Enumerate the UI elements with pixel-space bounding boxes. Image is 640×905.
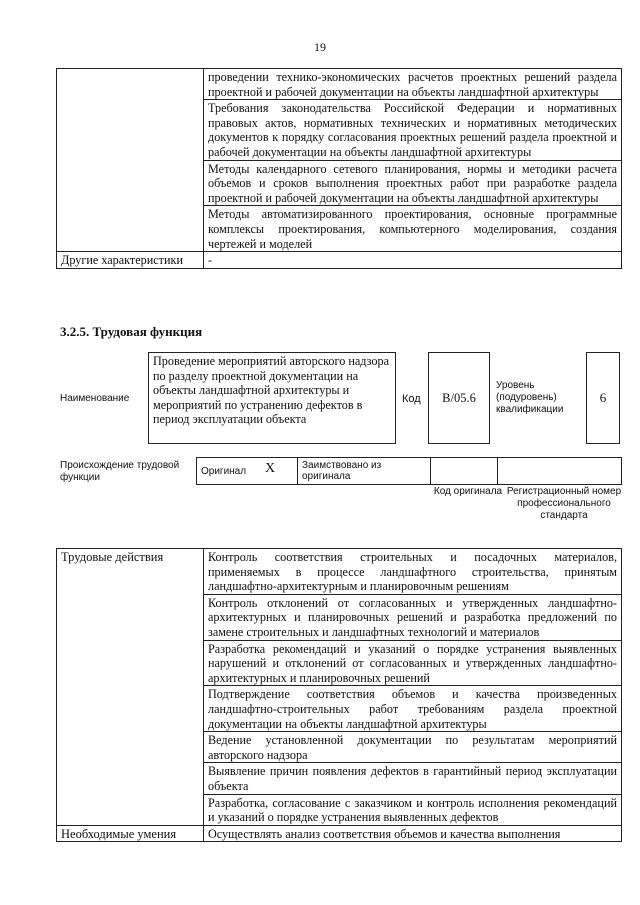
reg-number-caption: Регистрационный номер профессионального стандарта xyxy=(506,486,622,521)
original-cell xyxy=(197,458,298,485)
skills-label: Необходимые умения xyxy=(57,825,204,842)
table-cell: Методы календарного сетевого планирования, нормы и методики расчета объемов и сроков выполнения проектных работ при разработке раздела проектной и рабочей документации на объекты ландшафтной архитектуры xyxy=(204,160,622,206)
table-cell: проведении технико-экономических расчетов проектных решений раздела проектной и рабочей документации на объекты ландшафтной архитектуры xyxy=(204,69,622,100)
reg-number-cell xyxy=(498,458,622,485)
origin-label: Происхождение трудовой функции xyxy=(60,460,180,483)
skill-cell: Осуществлять анализ соответствия объемов и качества выполнения xyxy=(204,825,622,842)
labor-actions-table xyxy=(56,548,622,842)
action-cell: Выявление причин появления дефектов в гарантийный период эксплуатации объекта xyxy=(204,763,622,794)
action-cell: Разработка рекомендаций и указаний о порядке устранения выявленных нарушений и отклонений от согласованных и утвержденных ландшафтно-архитектурных и планировочных решений xyxy=(204,640,622,686)
table-cell: Требования законодательства Российской Федерации и нормативных правовых актов, нормативных технических и нормативных методических документов к порядку согласования проектных решений раздела проектной и рабочей документации на объекты ландшафтной архитектуры xyxy=(204,100,622,160)
action-cell: Контроль отклонений от согласованных и утвержденных ландшафтно-архитектурных и планировочных решений и разработка предложений по замене строительных и ландшафтных технологий и материалов xyxy=(204,594,622,640)
table-row xyxy=(57,825,622,842)
table-row xyxy=(57,549,622,595)
action-cell: Разработка, согласование с заказчиком и контроль исполнения рекомендаций и указаний о порядке устранения выявленных дефектов xyxy=(204,794,622,825)
page-number: 19 xyxy=(314,40,326,54)
origin-table xyxy=(196,457,622,485)
original-mark: X xyxy=(265,461,276,476)
level-label: Уровень (подуровень) квалификации xyxy=(496,380,564,415)
action-cell: Подтверждение соответствия объемов и качества произведенных ландшафтно-строительных работ требованиям раздела проектной документации на объекты ландшафтной архитектуры xyxy=(204,686,622,732)
borrowed-cell: Заимствовано из оригинала xyxy=(298,458,431,485)
function-code: B/05.6 xyxy=(428,352,490,444)
action-cell: Контроль соответствия строительных и посадочных материалов, применяемых в процессе ландшафтного строительства, принятым ландшафтно-архитектурным и планировочным решениям xyxy=(204,549,622,595)
table-row xyxy=(57,69,622,100)
code-original-caption: Код оригинала xyxy=(433,486,503,497)
row-label: Другие характеристики xyxy=(57,252,204,269)
function-name: Проведение мероприятий авторского надзора по разделу проектной документации на объекты ландшафтной архитектуры и мероприятий по устранению дефектов в период эксплуатации объекта xyxy=(148,352,396,444)
table-cell: - xyxy=(204,252,622,269)
action-cell: Ведение установленной документации по результатам мероприятий авторского надзора xyxy=(204,732,622,763)
code-original-cell xyxy=(431,458,498,485)
knowledge-table xyxy=(56,68,622,269)
section-title: 3.2.5. Трудовая функция xyxy=(60,324,203,339)
original-label: Оригинал xyxy=(201,465,247,477)
table-cell: Методы автоматизированного проектирования, основные программные комплексы проектирования, компьютерного моделирования, создания чертежей и моделей xyxy=(204,206,622,252)
table-row xyxy=(57,252,622,269)
row-label xyxy=(57,69,204,252)
qualification-level: 6 xyxy=(586,352,620,444)
actions-label: Трудовые действия xyxy=(57,549,204,826)
code-label: Код xyxy=(402,393,421,405)
name-label: Наименование xyxy=(60,393,130,404)
